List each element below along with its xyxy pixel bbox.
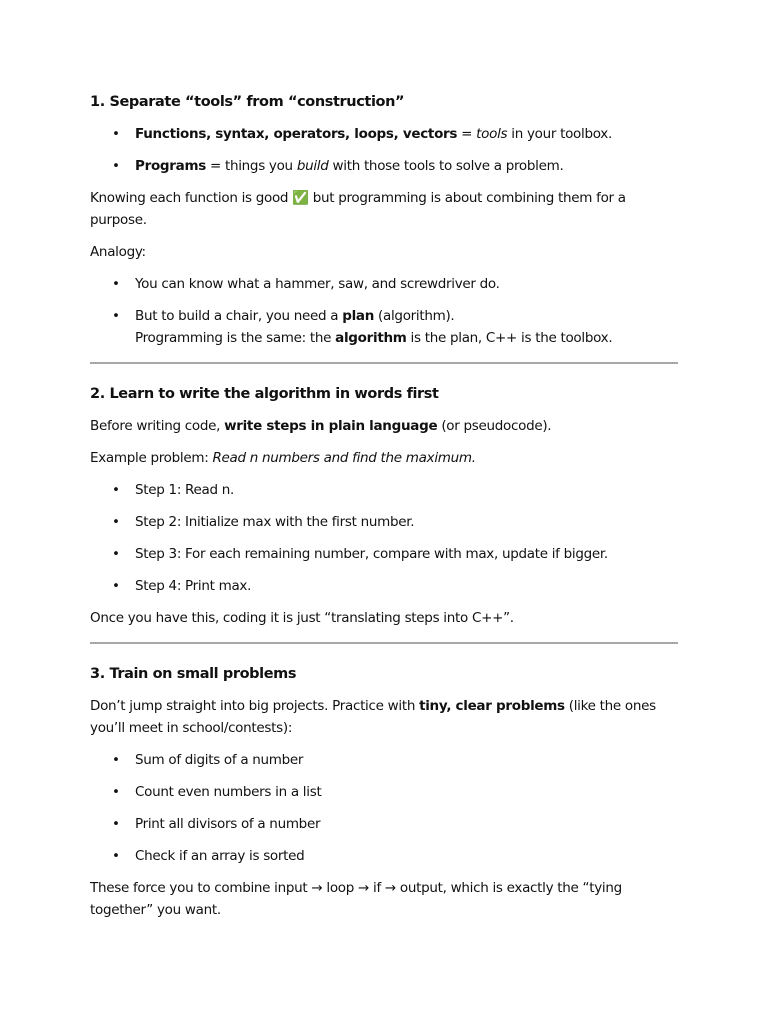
algorithm-steps bbox=[90, 474, 678, 602]
list-item: • Step 4: Print max. bbox=[90, 570, 678, 602]
bullet-icon: • bbox=[112, 126, 120, 142]
example-problem: Example problem: Read n numbers and find the maximum. bbox=[90, 450, 476, 466]
practice-problems bbox=[90, 744, 678, 872]
list-item: • You can know what a hammer, saw, and screwdriver do. bbox=[90, 268, 678, 300]
bullet-icon: • bbox=[112, 816, 120, 832]
bullet-icon: • bbox=[112, 752, 120, 768]
section2-paragraph: Before writing code, write steps in plain language (or pseudocode). bbox=[90, 418, 552, 434]
section3-heading: 3. Train on small problems bbox=[90, 666, 297, 682]
section-divider bbox=[90, 362, 678, 364]
list-item: • Step 1: Read n. bbox=[90, 474, 678, 506]
section3-closing: These force you to combine input → loop → if → output, which is exactly the “tying together” you want. bbox=[90, 880, 622, 918]
bullet-icon: • bbox=[112, 158, 120, 174]
bullet-icon: • bbox=[112, 546, 120, 562]
bullet-icon: • bbox=[112, 482, 120, 498]
bullet-icon: • bbox=[112, 848, 120, 864]
list-item: • Step 2: Initialize max with the first number. bbox=[90, 506, 678, 538]
list-item: • Functions, syntax, operators, loops, vectors = tools in your toolbox. bbox=[90, 118, 678, 150]
list-item: • Programs = things you build with those tools to solve a problem. bbox=[90, 150, 678, 182]
section1-bullets bbox=[90, 118, 678, 182]
section1-heading: 1. Separate “tools” from “construction” bbox=[90, 94, 405, 110]
bullet-icon: • bbox=[112, 276, 120, 292]
analogy-label: Analogy: bbox=[90, 244, 146, 260]
list-item: • Sum of digits of a number bbox=[90, 744, 678, 776]
list-item: • Print all divisors of a number bbox=[90, 808, 678, 840]
section1-paragraph: Knowing each function is good ✅ but programming is about combining them for a purpose. bbox=[90, 190, 626, 228]
bullet-icon: • bbox=[112, 578, 120, 594]
section3-paragraph: Don’t jump straight into big projects. Practice with tiny, clear problems (like the ones you’ll meet in school/contests): bbox=[90, 698, 656, 736]
analogy-bullets bbox=[90, 268, 678, 354]
document-content bbox=[90, 86, 678, 926]
list-item: • Check if an array is sorted bbox=[90, 840, 678, 872]
bullet-icon: • bbox=[112, 514, 120, 530]
section-divider bbox=[90, 642, 678, 644]
bullet-icon: • bbox=[112, 308, 120, 324]
section2-heading: 2. Learn to write the algorithm in words first bbox=[90, 386, 439, 402]
list-item: • Step 3: For each remaining number, compare with max, update if bigger. bbox=[90, 538, 678, 570]
list-item: • But to build a chair, you need a plan (algorithm). Programming is the same: the algorithm is the plan, C++ is the toolbox. bbox=[90, 300, 678, 354]
bullet-icon: • bbox=[112, 784, 120, 800]
list-item: • Count even numbers in a list bbox=[90, 776, 678, 808]
section2-closing: Once you have this, coding it is just “translating steps into C++”. bbox=[90, 610, 514, 626]
